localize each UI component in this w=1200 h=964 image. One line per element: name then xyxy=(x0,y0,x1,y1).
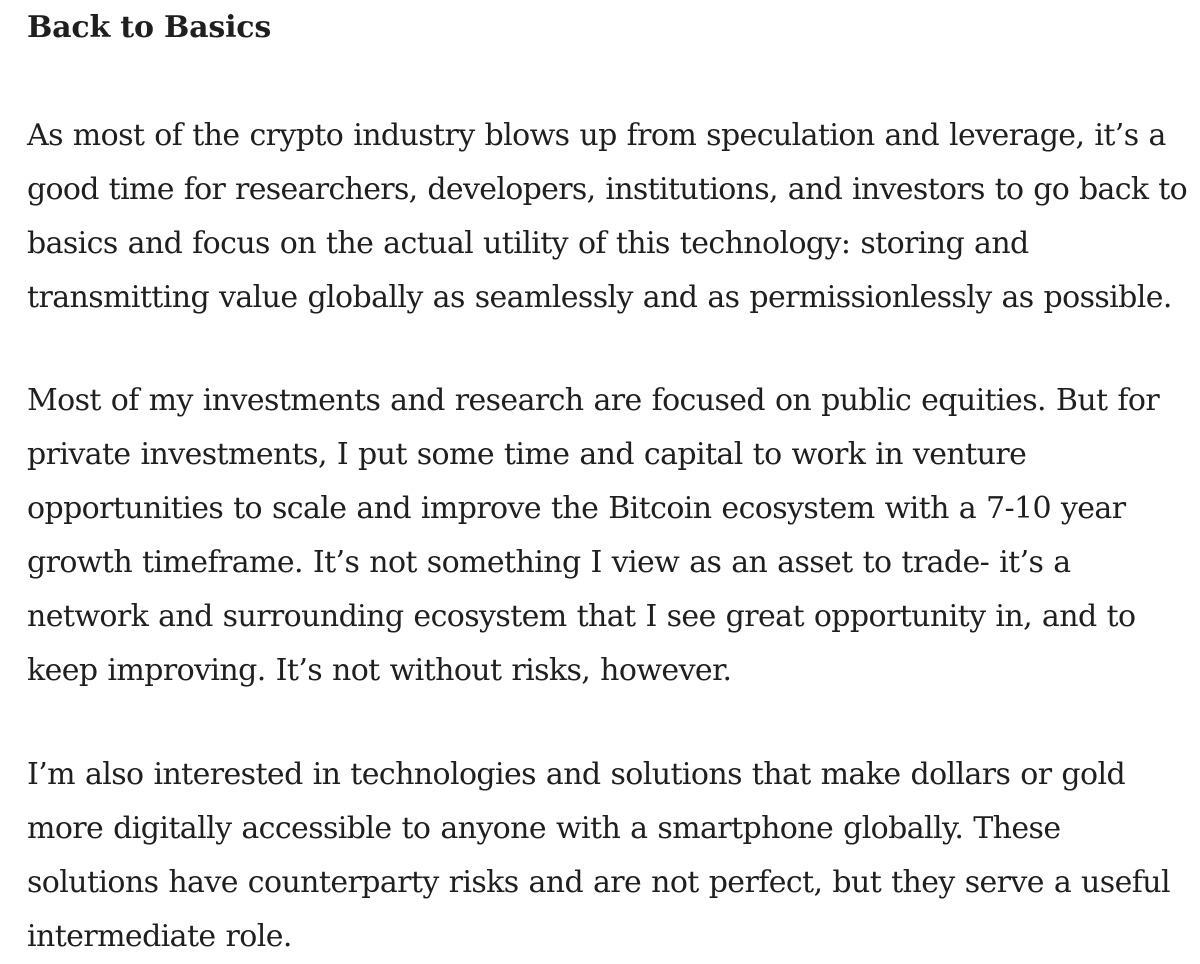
text-line: As most of the crypto industry blows up from speculation and leverage, it’s a xyxy=(27,118,1166,153)
text-line: I’m also interested in technologies and solutions that make dollars or gold xyxy=(27,757,1126,792)
text-line: more digitally accessible to anyone with a smartphone globally. These xyxy=(27,811,1061,846)
text-line: intermediate role. xyxy=(27,919,292,954)
paragraph-3 xyxy=(27,748,1170,964)
text-line: Most of my investments and research are focused on public equities. But for xyxy=(27,383,1160,418)
paragraph-2 xyxy=(27,374,1159,698)
text-line: transmitting value globally as seamlessly and as permissionlessly as possible. xyxy=(27,280,1172,315)
text-line: keep improving. It’s not without risks, however. xyxy=(27,653,732,688)
text-line: growth timeframe. It’s not something I view as an asset to trade- it’s a xyxy=(27,545,1071,580)
section-heading: Back to Basics xyxy=(27,10,272,45)
text-line: network and surrounding ecosystem that I see great opportunity in, and to xyxy=(27,599,1136,634)
paragraph-1 xyxy=(27,109,1187,325)
text-line: good time for researchers, developers, institutions, and investors to go back to xyxy=(27,172,1187,207)
text-line: private investments, I put some time and capital to work in venture xyxy=(27,437,1027,472)
text-line: opportunities to scale and improve the Bitcoin ecosystem with a 7-10 year xyxy=(27,491,1126,526)
text-line: solutions have counterparty risks and are not perfect, but they serve a useful xyxy=(27,865,1170,900)
text-line: basics and focus on the actual utility of this technology: storing and xyxy=(27,226,1029,261)
